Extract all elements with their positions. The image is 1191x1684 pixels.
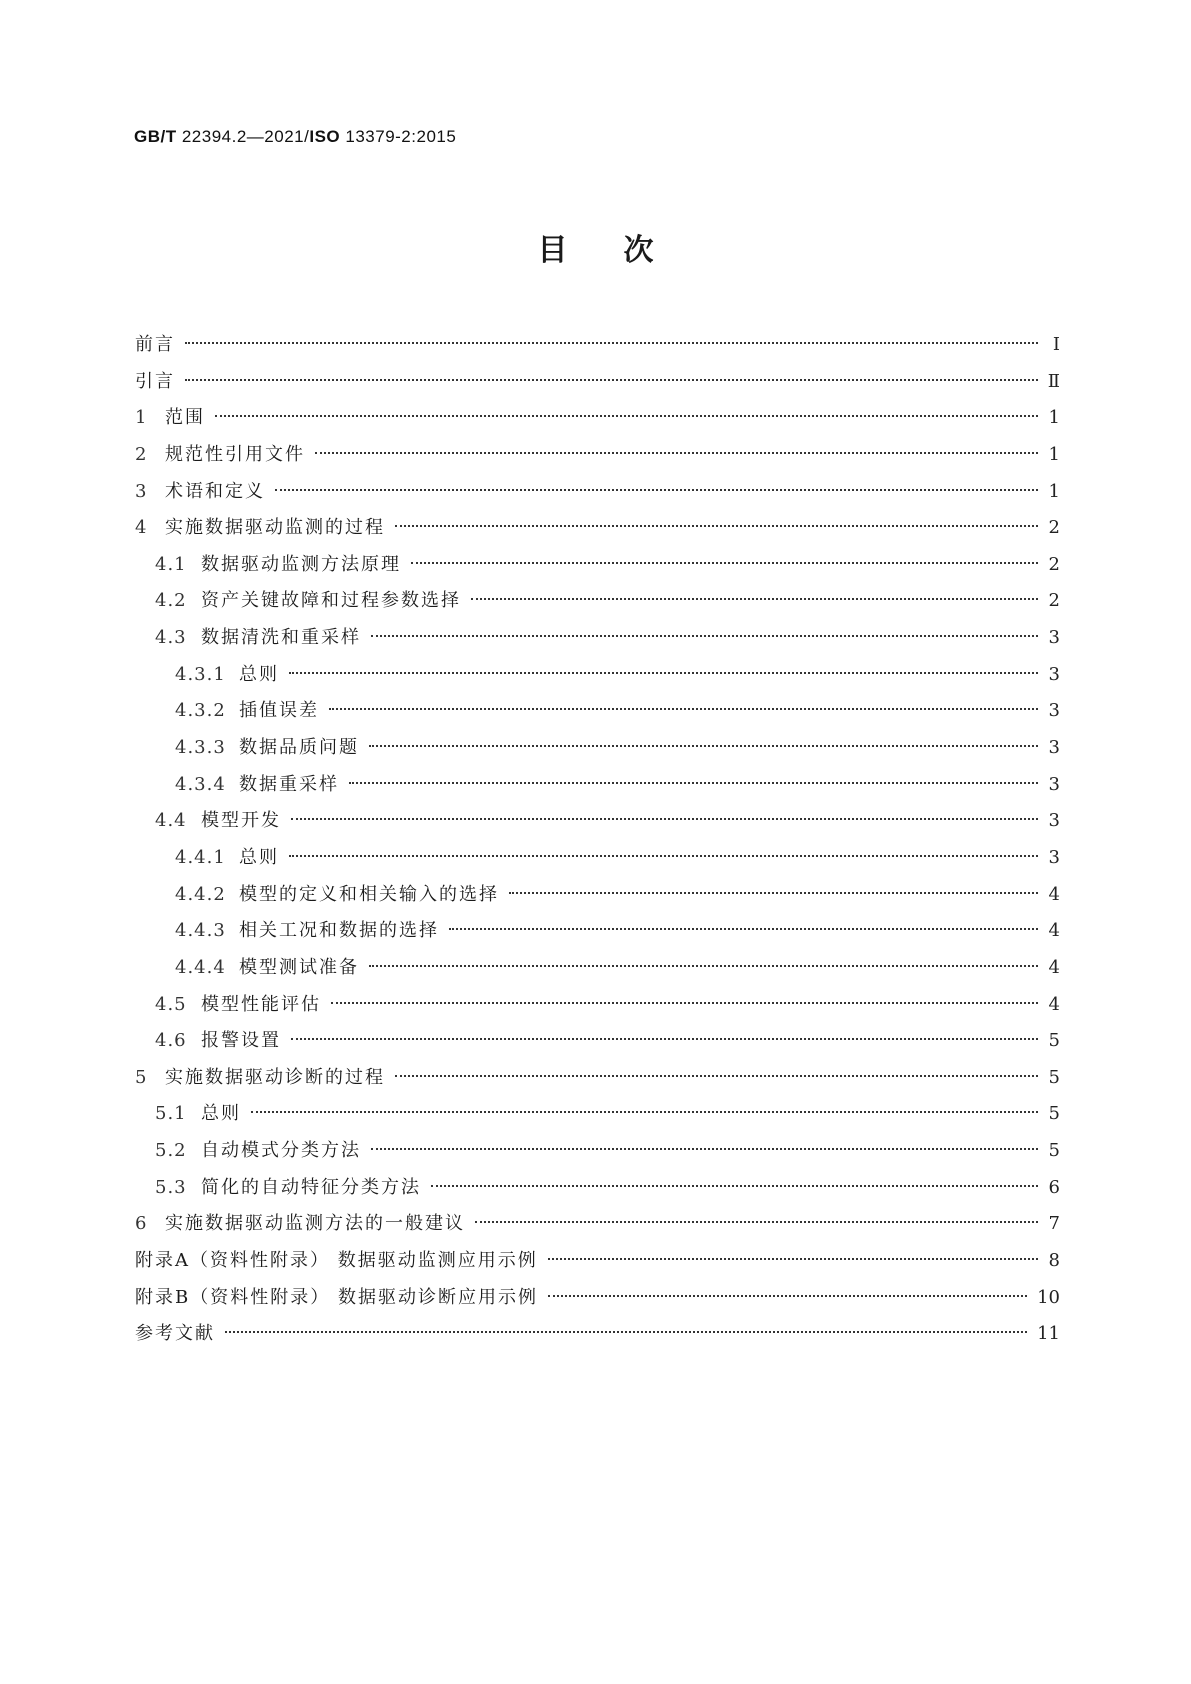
toc-entry-number: 3 [135,480,148,502]
toc-entry[interactable] [135,510,1060,547]
toc-dot-leader [185,379,1038,381]
toc-dot-leader [471,598,1038,600]
toc-entry-page: 3 [1048,737,1060,759]
toc-entry-number: 4.3.1 [175,663,226,685]
toc-dot-leader [315,452,1038,454]
toc-dot-leader [289,672,1038,674]
toc-entry-label: 自动模式分类方法 [201,1140,361,1162]
standard-iso-number: 13379-2:2015 [345,127,457,146]
toc-entry[interactable] [135,1133,1060,1170]
toc-entry-number: 4.4.3 [175,920,226,942]
toc-entry-page: Ⅰ [1052,334,1060,355]
toc-entry-label: 总则 [239,663,279,685]
toc-entry-page: 1 [1048,407,1060,429]
toc-entry[interactable] [135,803,1060,840]
toc-dot-leader [185,342,1038,344]
toc-entry-label: 范围 [165,407,205,429]
toc-entry-label: 规范性引用文件 [165,443,305,465]
toc-entry[interactable] [135,693,1060,730]
toc-entry[interactable] [135,474,1060,511]
toc-entry-number: 5 [135,1066,148,1088]
toc-entry-label: 资产关键故障和过程参数选择 [201,590,461,612]
toc-entry-label: 总则 [239,846,279,868]
toc-entry-page: 3 [1048,810,1060,832]
standard-number [134,127,456,147]
toc-entry-number: 4.4.2 [175,883,226,905]
toc-entry-number: 4.4.1 [175,846,226,868]
toc-entry[interactable] [135,364,1060,401]
standard-gb-number: 22394.2—2021/ [181,127,310,146]
toc-dot-leader [369,965,1038,967]
toc-entry-page: 4 [1048,920,1060,942]
toc-entry[interactable] [135,877,1060,914]
toc-entry-label: 附录A（资料性附录） 数据驱动监测应用示例 [135,1250,538,1272]
toc-entry-label: 术语和定义 [165,480,265,502]
toc-dot-leader [475,1221,1038,1223]
toc-entry[interactable] [135,913,1060,950]
toc-entry-page: 3 [1048,846,1060,868]
toc-entry[interactable] [135,657,1060,694]
toc-entry-label: 总则 [201,1103,241,1125]
toc-entry[interactable] [135,620,1060,657]
toc-entry-number: 4.1 [155,553,187,575]
toc-entry-page: 3 [1048,627,1060,649]
toc-entry-page: 6 [1048,1176,1060,1198]
toc-entry-label: 实施数据驱动监测方法的一般建议 [165,1213,465,1235]
toc-entry-number: 6 [135,1213,148,1235]
toc-entry-page: 4 [1048,993,1060,1015]
toc-entry[interactable] [135,583,1060,620]
standard-gb-prefix: GB/T [134,127,177,146]
toc-entry-label: 模型的定义和相关输入的选择 [239,883,499,905]
toc-entry-number: 4.3 [155,627,187,649]
toc-entry-number: 2 [135,443,148,465]
toc-dot-leader [329,708,1038,710]
toc-entry-page: 1 [1048,480,1060,502]
toc-entry-page: 7 [1048,1213,1060,1235]
toc-entry-page: 5 [1048,1030,1060,1052]
toc-entry-label: 报警设置 [201,1030,281,1052]
toc-dot-leader [331,1002,1038,1004]
toc-entry-label: 附录B（资料性附录） 数据驱动诊断应用示例 [135,1286,538,1308]
toc-entry-label: 数据品质问题 [239,737,359,759]
toc-entry-label: 实施数据驱动诊断的过程 [165,1066,385,1088]
toc-entry[interactable] [135,1023,1060,1060]
toc-entry[interactable] [135,730,1060,767]
toc-entry-label: 相关工况和数据的选择 [239,920,439,942]
toc-entry[interactable] [135,1206,1060,1243]
toc-entry-number: 4 [135,517,148,539]
toc-entry-label: 前言 [135,334,175,355]
toc-dot-leader [548,1258,1038,1260]
toc-entry-page: 4 [1048,956,1060,978]
toc-dot-leader [215,415,1038,417]
toc-entry[interactable] [135,1170,1060,1207]
toc-entry-label: 实施数据驱动监测的过程 [165,517,385,539]
toc-dot-leader [431,1185,1038,1187]
toc-entry[interactable] [135,327,1060,364]
toc-entry-number: 4.2 [155,590,187,612]
toc-entry-page: 1 [1048,443,1060,465]
toc-entry[interactable] [135,437,1060,474]
toc-entry-page: 8 [1048,1250,1060,1272]
toc-dot-leader [395,525,1038,527]
toc-dot-leader [291,818,1038,820]
toc-dot-leader [275,489,1038,491]
toc-entry[interactable] [135,987,1060,1024]
toc-entry-label: 参考文献 [135,1323,215,1345]
toc-dot-leader [548,1295,1027,1297]
toc-entry-number: 4.5 [155,993,187,1015]
toc-dot-leader [291,1038,1038,1040]
toc-entry-number: 4.3.3 [175,737,226,759]
toc-dot-leader [395,1075,1038,1077]
toc-entry-label: 模型测试准备 [239,956,359,978]
toc-entry[interactable] [135,840,1060,877]
toc-dot-leader [509,892,1038,894]
toc-entry-page: 4 [1048,883,1060,905]
toc-entry-number: 4.6 [155,1030,187,1052]
toc-entry-page: 5 [1048,1140,1060,1162]
toc-entry-page: 5 [1048,1066,1060,1088]
toc-entry[interactable] [135,1060,1060,1097]
toc-entry[interactable] [135,1280,1060,1317]
toc-dot-leader [251,1111,1038,1113]
toc-entry-page: 5 [1048,1103,1060,1125]
toc-entry-page: 2 [1048,590,1060,612]
toc-entry[interactable] [135,400,1060,437]
toc-entry-page: 3 [1048,773,1060,795]
toc-entry-number: 4.4.4 [175,956,226,978]
toc-entry[interactable] [135,1316,1060,1353]
toc-entry[interactable] [135,950,1060,987]
toc-entry-label: 简化的自动特征分类方法 [201,1176,421,1198]
toc-dot-leader [369,745,1038,747]
toc-entry[interactable] [135,1243,1060,1280]
toc-dot-leader [411,562,1038,564]
toc-entry-number: 4.4 [155,810,187,832]
toc-entry-label: 模型性能评估 [201,993,321,1015]
toc-entry-label: 插值误差 [239,700,319,722]
table-of-contents [135,327,1060,1353]
toc-entry-page: Ⅱ [1047,370,1060,392]
toc-entry-page: 10 [1037,1286,1060,1308]
toc-dot-leader [225,1331,1027,1333]
toc-entry[interactable] [135,767,1060,804]
toc-entry-page: 3 [1048,663,1060,685]
toc-entry-page: 3 [1048,700,1060,722]
toc-dot-leader [349,782,1038,784]
toc-entry-label: 数据重采样 [239,773,339,795]
toc-entry-number: 4.3.4 [175,773,226,795]
toc-entry-number: 5.2 [155,1140,187,1162]
toc-entry-page: 11 [1037,1323,1060,1345]
toc-entry-number: 4.3.2 [175,700,226,722]
standard-iso-prefix: ISO [309,127,341,146]
toc-entry-number: 5.1 [155,1103,187,1125]
toc-dot-leader [371,1148,1038,1150]
toc-entry[interactable] [135,1096,1060,1133]
toc-dot-leader [449,928,1038,930]
toc-entry-label: 模型开发 [201,810,281,832]
page-title: 目次 [537,233,710,268]
toc-entry-label: 数据清洗和重采样 [201,627,361,649]
toc-entry-label: 数据驱动监测方法原理 [201,553,401,575]
toc-entry-page: 2 [1048,517,1060,539]
toc-entry-label: 引言 [135,370,175,392]
toc-entry-number: 5.3 [155,1176,187,1198]
toc-dot-leader [289,855,1038,857]
toc-entry-page: 2 [1048,553,1060,575]
toc-entry-number: 1 [135,407,148,429]
toc-dot-leader [371,635,1038,637]
toc-entry[interactable] [135,547,1060,584]
